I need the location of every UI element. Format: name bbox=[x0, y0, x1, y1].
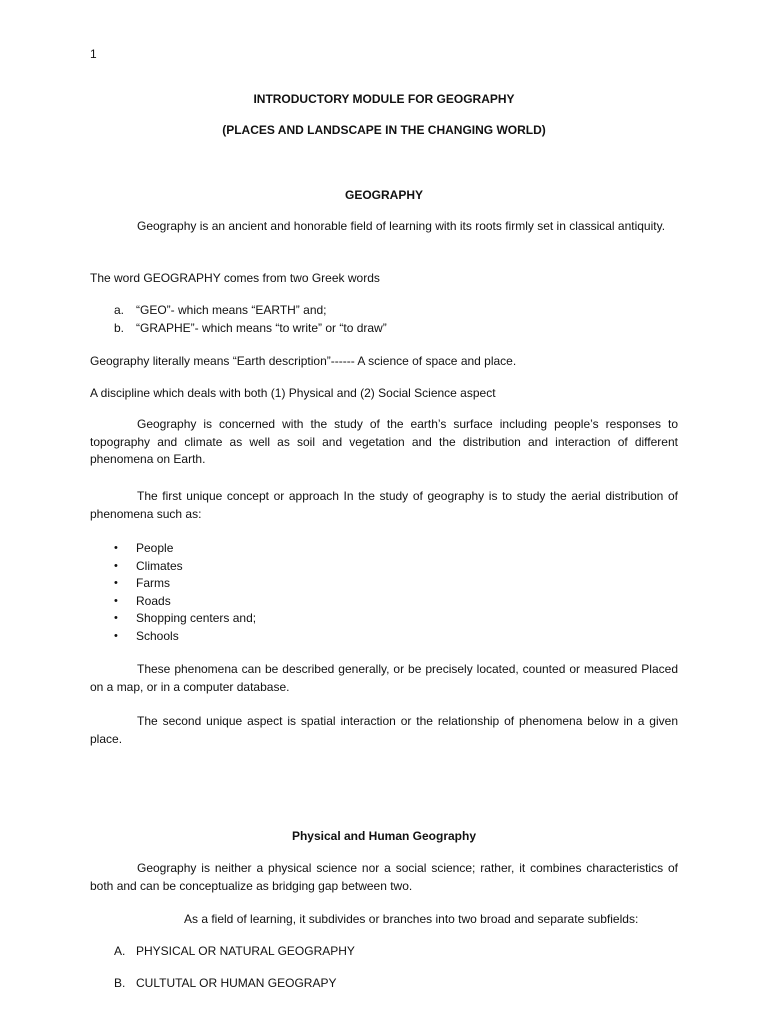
list-item-text: “GRAPHE”- which means “to write” or “to draw” bbox=[136, 320, 387, 335]
paragraph-concerned-with: Geography is concerned with the study of the earth’s surface including people’s responses to topography and climate as well as soil and vegetation and the distribution and interaction of different phenomena on Earth. bbox=[90, 417, 678, 466]
list-marker: b. bbox=[114, 320, 125, 335]
list-item bbox=[90, 558, 678, 576]
bullet-icon: • bbox=[114, 594, 118, 607]
list-item-text: PHYSICAL OR NATURAL GEOGRAPHY bbox=[136, 944, 355, 958]
bullet-icon: • bbox=[114, 542, 118, 554]
section-heading-physical-human: Physical and Human Geography bbox=[291, 829, 477, 843]
list-item-text: Schools bbox=[136, 628, 179, 643]
paragraph-phenomena-described: These phenomena can be described generally, or be precisely located, counted or measured Placed on a map, or in a computer database. bbox=[90, 662, 678, 694]
list-marker: B. bbox=[114, 976, 126, 990]
paragraph-ancient-field: Geography is an ancient and honorable field of learning with its roots firmly set in classical antiquity. bbox=[137, 219, 666, 233]
paragraph-subfields-intro: As a field of learning, it subdivides or branches into two broad and separate subfields: bbox=[184, 912, 639, 926]
subfields-list-a bbox=[90, 943, 678, 961]
list-item-text: Roads bbox=[136, 593, 171, 608]
list-item-text: Farms bbox=[136, 576, 170, 590]
document-title: INTRODUCTORY MODULE FOR GEOGRAPHY bbox=[253, 92, 515, 106]
bullet-icon: • bbox=[114, 612, 118, 624]
list-item bbox=[90, 943, 678, 961]
list-marker: a. bbox=[114, 303, 125, 317]
subfields-list-b bbox=[90, 975, 678, 993]
page-number: 1 bbox=[90, 47, 97, 61]
list-marker: A. bbox=[114, 944, 126, 958]
bullet-icon: • bbox=[114, 629, 118, 642]
list-item bbox=[90, 610, 678, 628]
bullet-icon: • bbox=[114, 577, 118, 589]
list-item bbox=[90, 320, 678, 338]
phenomena-list bbox=[90, 540, 678, 645]
list-item bbox=[90, 302, 678, 320]
greek-words-list bbox=[90, 302, 678, 337]
paragraph-discipline: A discipline which deals with both (1) Physical and (2) Social Science aspect bbox=[90, 386, 496, 400]
bullet-icon: • bbox=[114, 559, 118, 572]
list-item bbox=[90, 540, 678, 558]
list-item-text: “GEO”- which means “EARTH” and; bbox=[136, 303, 327, 317]
list-item-text: People bbox=[136, 541, 174, 555]
paragraph-first-concept: The first unique concept or approach In the study of geography is to study the aerial distribution of phenomena such as: bbox=[90, 489, 678, 521]
list-item-text: CULTUTAL OR HUMAN GEOGRAPY bbox=[136, 976, 337, 990]
paragraph-neither-science: Geography is neither a physical science nor a social science; rather, it combines characteristics of both and can be conceptualize as bridging gap between two. bbox=[90, 861, 678, 893]
list-item-text: Shopping centers and; bbox=[136, 611, 257, 625]
document-subtitle: (PLACES AND LANDSCAPE IN THE CHANGING WORLD) bbox=[222, 123, 546, 137]
list-item bbox=[90, 575, 678, 593]
list-item bbox=[90, 593, 678, 611]
paragraph-second-aspect: The second unique aspect is spatial interaction or the relationship of phenomena below in a given place. bbox=[90, 714, 678, 746]
list-item bbox=[90, 628, 678, 646]
paragraph-greek-words: The word GEOGRAPHY comes from two Greek words bbox=[90, 271, 380, 285]
section-heading-geography: GEOGRAPHY bbox=[344, 188, 423, 202]
list-item bbox=[90, 975, 678, 993]
paragraph-literal-meaning: Geography literally means “Earth description”------ A science of space and place. bbox=[90, 354, 517, 368]
list-item-text: Climates bbox=[136, 558, 183, 573]
